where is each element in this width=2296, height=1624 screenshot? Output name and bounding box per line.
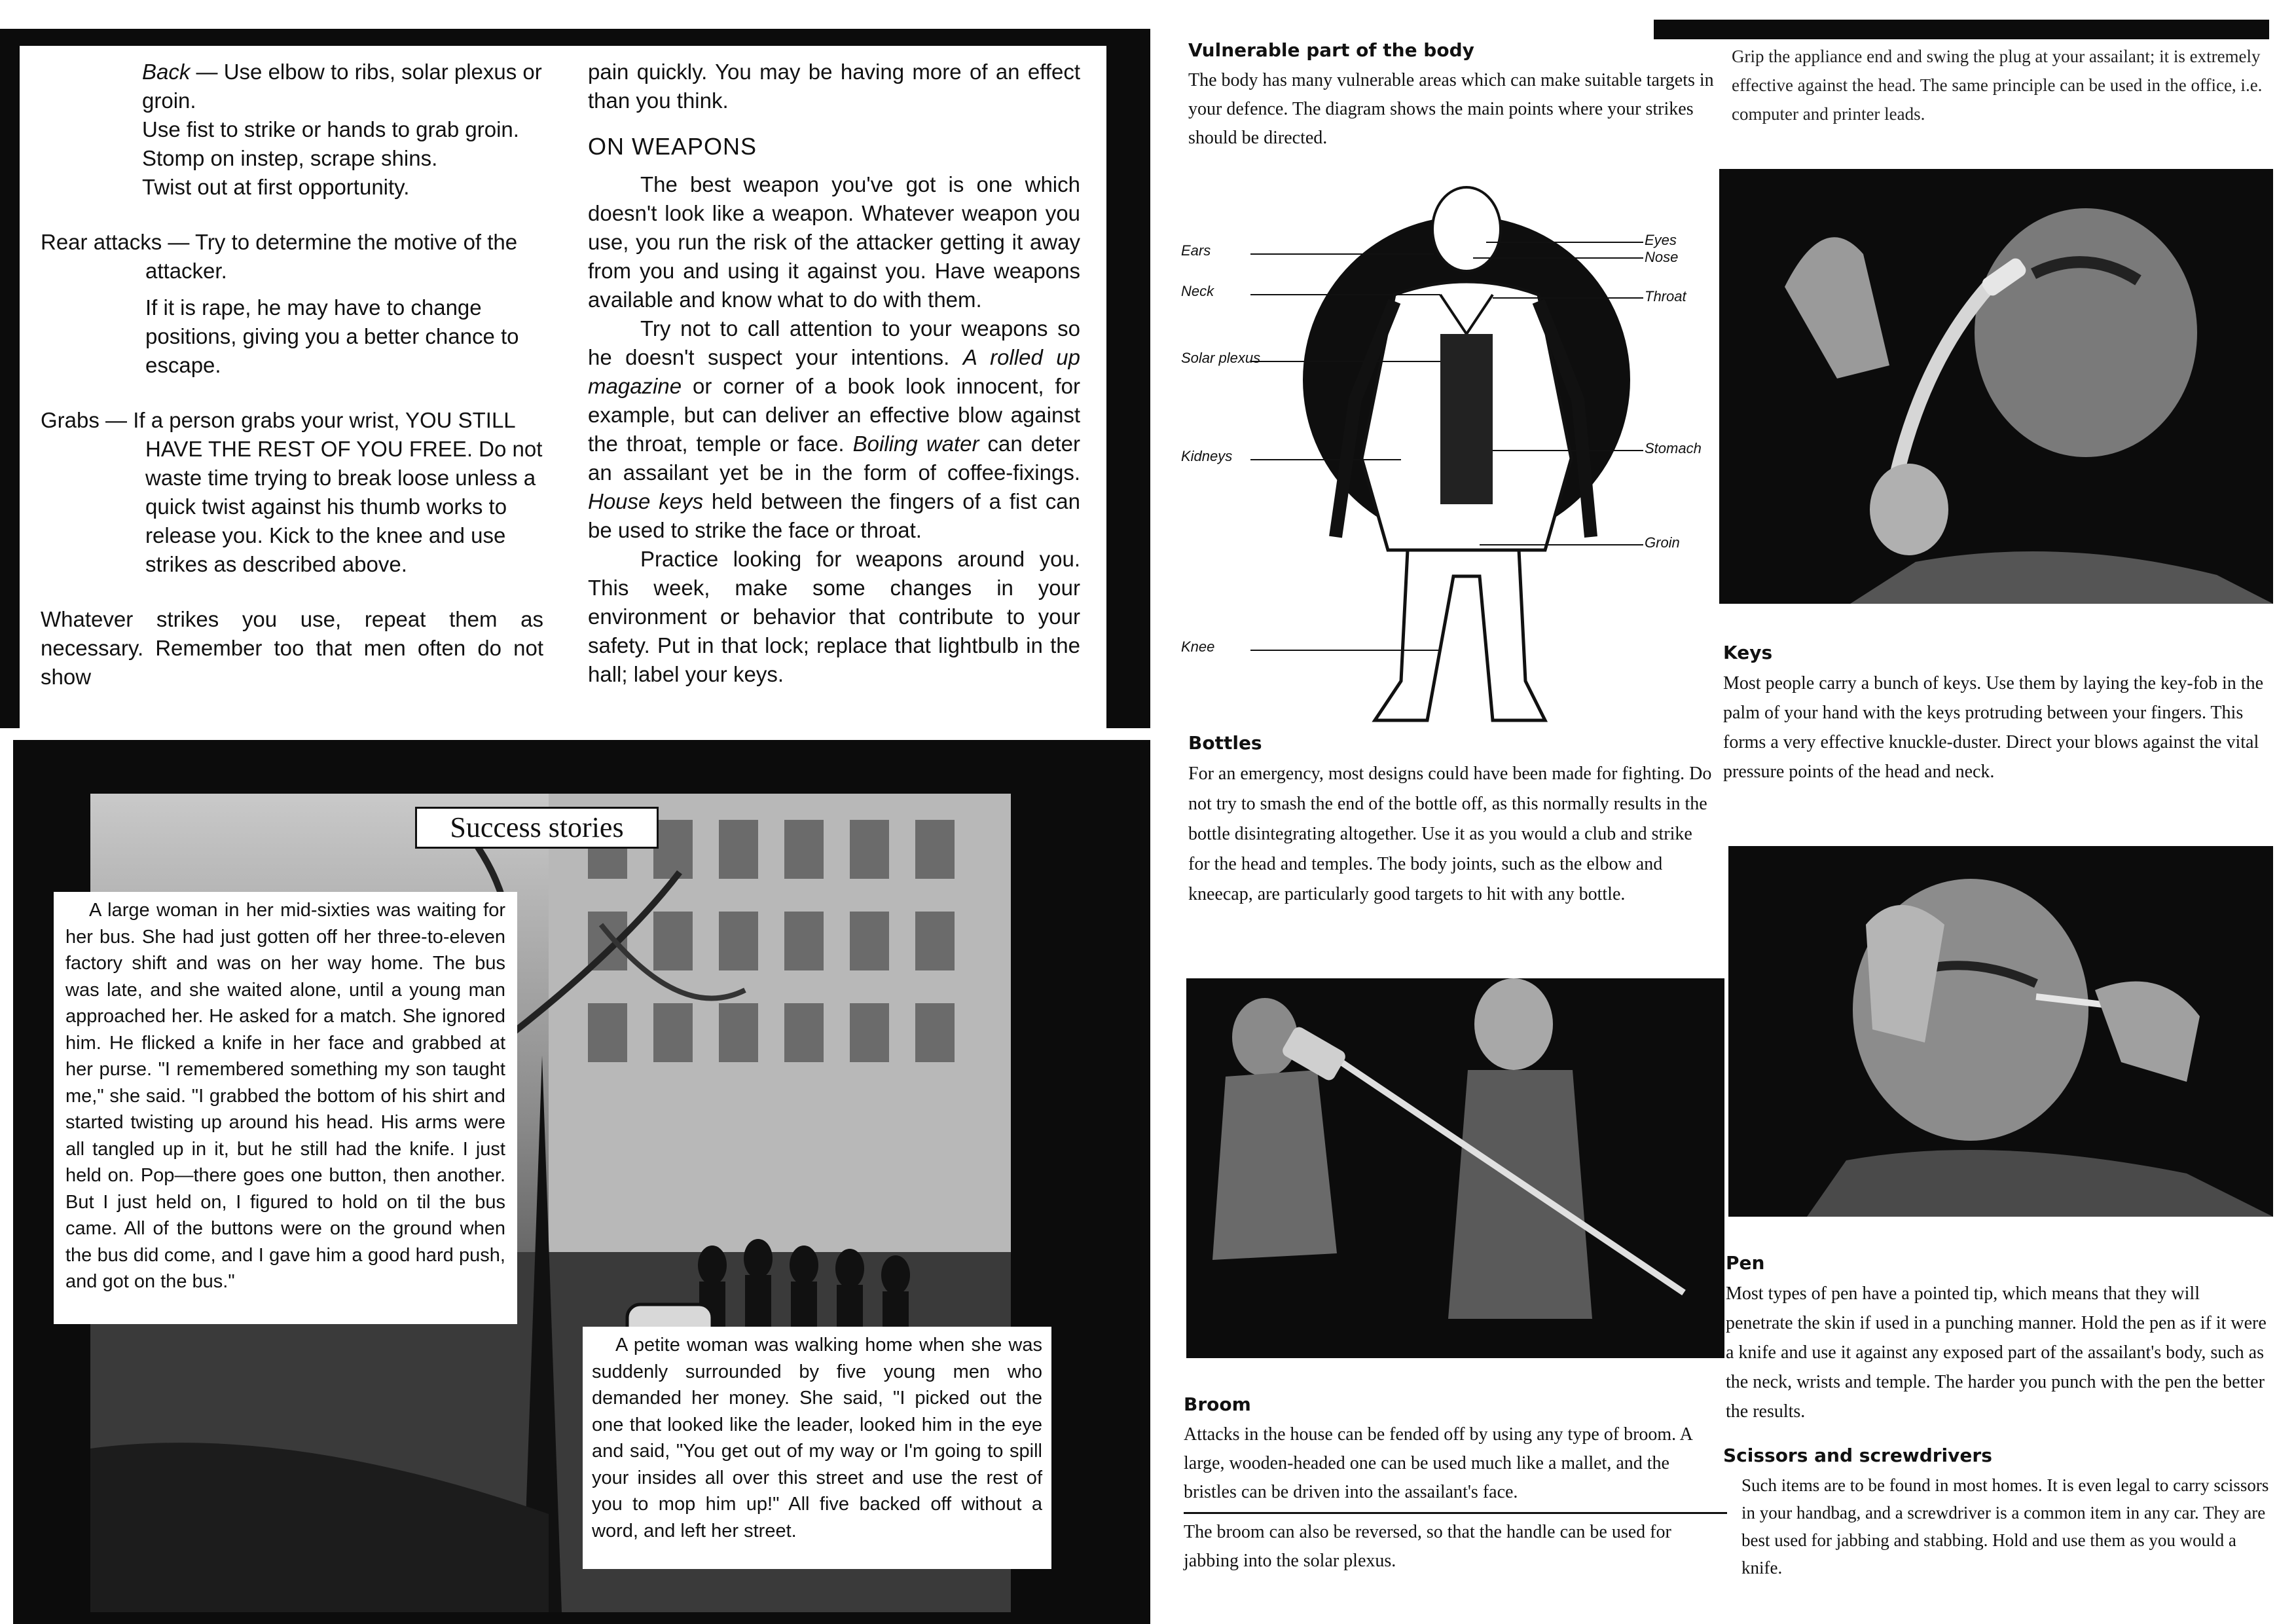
broom-heading: Broom (1184, 1393, 1251, 1415)
label-kidneys: Kidneys (1181, 448, 1233, 464)
whatever-paragraph: Whatever strikes you use, repeat them as necessary. Remember too that men often do not show (41, 607, 543, 689)
label-groin: Groin (1645, 534, 1680, 551)
rear-attacks-2: If it is rape, he may have to change positions, giving you a better chance to escape. (145, 295, 519, 377)
left-column-2 (588, 58, 1080, 689)
weapons-paragraph-2: Try not to call attention to your weapons so he doesn't suspect your intentions. A rolled up magazine or corner of a book look innocent, for example, but can deliver an effective blow against the throat, temple or face. Boiling water can deter an assailant yet be in the form of coffee-fixings. House keys held between the fingers of a fist can be used to strike the face or throat. (588, 316, 1080, 542)
pain-continuation: pain quickly. You may be having more of an effect than you think. (588, 60, 1080, 113)
bottles-text: For an emergency, most designs could have been made for fighting. Do not try to smash the end of the bottle off, as this normally results in the bottle disintegrating altogether. Use it as you would a club and strike for the head and temples. The body joints, such as the elbow and kneecap, are particularly good targets to hit with any bottle. (1188, 764, 1712, 904)
label-nose: Nose (1645, 249, 1679, 265)
broom-photo (1186, 978, 1724, 1358)
left-frame-top (0, 29, 1150, 46)
left-frame-left (0, 29, 20, 728)
back-line-1: Use fist to strike or hands to grab groin. (142, 117, 519, 141)
broom-photo-illustration (1186, 978, 1724, 1358)
keys-heading: Keys (1723, 642, 1773, 663)
bottles-heading: Bottles (1188, 732, 1262, 754)
grip-paragraph: Grip the appliance end and swing the plug at your assailant; it is extremely effective against the head. The same principle can be used in the office, i.e. computer and printer leads. (1732, 46, 2263, 124)
pen-photo (1728, 846, 2273, 1217)
success-story-2 (583, 1327, 1051, 1569)
back-line-3: Twist out at first opportunity. (142, 175, 410, 199)
right-top-bar (1654, 20, 2269, 39)
label-neck: Neck (1181, 283, 1214, 299)
on-weapons-heading: ON WEAPONS (588, 133, 757, 160)
pen-photo-illustration (1728, 846, 2273, 1217)
pen-section (1726, 1252, 2269, 1426)
label-eyes: Eyes (1645, 232, 1677, 248)
broom-text: Attacks in the house can be fended off by using any type of broom. A large, wooden-headed one can be used much like a mallet, and the bristles can be driven into the assailant's face. (1184, 1424, 1692, 1502)
rear-attacks: Rear attacks — Try to determine the motive of the attacker. (41, 230, 518, 283)
left-column-1 (41, 58, 543, 692)
label-ears: Ears (1181, 242, 1211, 259)
keys-text: Most people carry a bunch of keys. Use them by laying the key-fob in the palm of your hand with the keys protruding between your fingers. This forms a very effective knuckle-duster. Direct your blows against the vital pressure points of the head and neck. (1723, 673, 2264, 782)
left-frame-right (1106, 29, 1150, 728)
label-knee: Knee (1181, 638, 1215, 655)
vulnerable-heading: Vulnerable part of the body (1188, 39, 1474, 61)
keys-photo-illustration (1719, 169, 2273, 604)
success-story-2-text: A petite woman was walking home when she was suddenly surrounded by five young men who demanded her money. She said, "I picked out the one that looked like the leader, looked him in the eye and said, "You get out of my way or I'm going to spill your insides all over this street and use the rest of you to mop him up!" All five backed off without a word, and left her street. (592, 1335, 1042, 1541)
scissors-heading: Scissors and screwdrivers (1723, 1445, 1992, 1466)
weapons-paragraph-3: Practice looking for weapons around you. This week, make some changes in your environment or behavior that contribute to your safety. Put in that lock; replace that lightbulb in the hall; label your keys. (588, 547, 1080, 686)
success-story-1-text: A large woman in her mid-sixties was waiting for her bus. She had just gotten off her three-to-eleven factory shift and was on her way home. The bus was late, and she waited alone, until a young man approached her. He asked for a match. She ignored him. He flicked a knife in her face and grabbed at her purse. "I remembered something my son taught me," she said. "I grabbed the bottom of his shirt and started twisting up around his head. His arms were all tangled up in it, but he still had the knife. I just held on. Pop—there goes one button, then another. But I just held on, I figured to hold on til the bus came. All of the buttons were on the ground when the bus did come, and I gave him a good hard push, and got on the bus." (65, 900, 505, 1292)
label-stomach: Stomach (1645, 440, 1702, 456)
label-solar-plexus: Solar plexus (1181, 350, 1261, 366)
vulnerable-text: The body has many vulnerable areas which can make suitable targets in your defence. The diagram shows the main points where your strikes should be directed. (1188, 70, 1714, 148)
weapons-paragraph-1: The best weapon you've got is one which doesn't look like a weapon. Whatever weapon you use, you run the risk of the attacker getting it away from you and using it against you. Have weapons available and know what to do with them. (588, 172, 1080, 312)
scissors-text: Such items are to be found in most homes. It is even legal to carry scissors in your handbag, and a screwdriver is a common item in any car. They are best used for jabbing and stabbing. Hold and use them as you would a knife. (1741, 1475, 2269, 1578)
pen-text: Most types of pen have a pointed tip, which means that they will penetrate the skin if used in a punching manner. Hold the pen as if it were a knife and use it against any exposed part of the assailant's body, such as the neck, wrists and temple. The harder you punch with the pen the better the results. (1726, 1283, 2267, 1422)
bottles-section (1188, 732, 1712, 910)
body-diagram (1178, 183, 1702, 727)
body-figure-illustration (1178, 183, 1689, 727)
broom-section (1184, 1393, 1727, 1576)
back-label: Back (142, 60, 191, 84)
vulnerable-section (1188, 39, 1722, 153)
broom-text-2: The broom can also be reversed, so that the handle can be used for jabbing into the solar plexus. (1184, 1512, 1727, 1576)
keys-photo (1719, 169, 2273, 604)
success-stories-title: Success stories (415, 807, 659, 849)
back-line-2: Stomp on instep, scrape shins. (142, 146, 438, 170)
back-text: — Use elbow to ribs, solar plexus or groin. (142, 60, 542, 113)
success-story-1 (54, 892, 517, 1324)
label-throat: Throat (1645, 288, 1686, 304)
keys-section (1723, 642, 2267, 786)
pen-heading: Pen (1726, 1252, 1765, 1274)
scissors-section (1710, 1445, 2273, 1581)
grabs-paragraph: Grabs — If a person grabs your wrist, YOU STILL HAVE THE REST OF YOU FREE. Do not waste time trying to break loose unless a quick twist against his thumb works to release you. Kick to the knee and use strikes as described above. (41, 408, 543, 576)
